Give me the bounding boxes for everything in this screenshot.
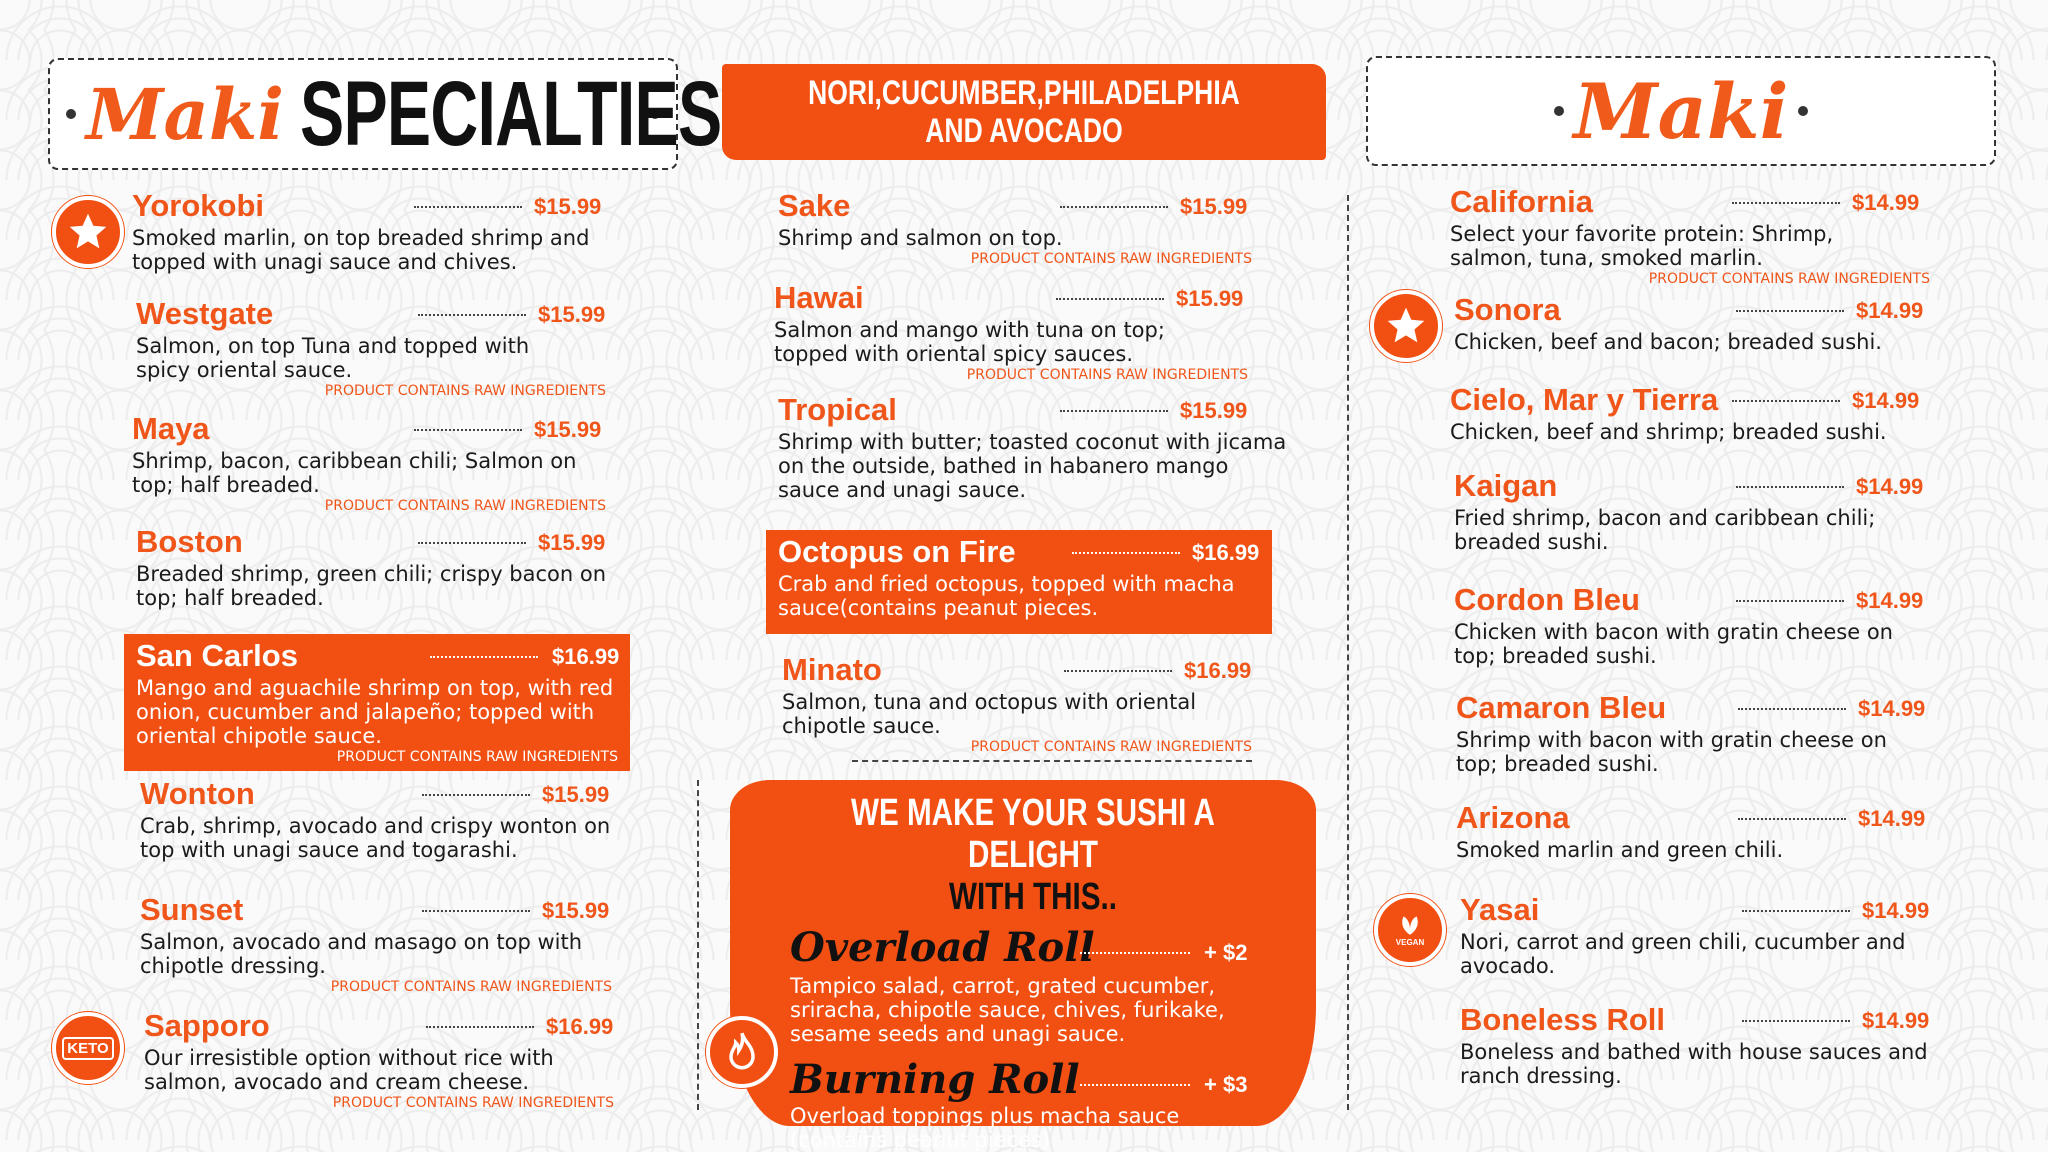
item-desc: Select your favorite protein: Shrimp, salmon, tuna, smoked marlin. (1450, 222, 1834, 270)
item-desc: Chicken, beef and bacon; breaded sushi. (1454, 330, 1882, 354)
item-price: $16.99 (1184, 658, 1252, 683)
dot-leader (1738, 818, 1846, 820)
right-header-script: Maki (1573, 66, 1789, 156)
dot-leader (1060, 410, 1168, 412)
dot-leader (422, 910, 530, 912)
dot-leader (426, 1026, 534, 1028)
item-name: Camaron Bleu (1456, 690, 1667, 725)
menu-item (778, 392, 1288, 502)
menu-item (132, 188, 622, 274)
item-name: Octopus on Fire (778, 534, 1016, 569)
dot-leader (1736, 600, 1844, 602)
item-name: Tropical (778, 392, 897, 427)
raw-ingredients-note: PRODUCT CONTAINS RAW INGREDIENTS (970, 251, 1252, 267)
item-name: Yorokobi (132, 188, 265, 223)
item-desc: Breaded shrimp, green chili; crispy bacon on top; half breaded. (136, 562, 607, 610)
item-price: $15.99 (538, 530, 606, 555)
item-desc: Shrimp and salmon on top. (778, 226, 1063, 250)
menu-item-highlight (124, 634, 630, 771)
item-name: Cielo, Mar y Tierra (1450, 382, 1719, 417)
item-desc: Crab, shrimp, avocado and crispy wonton on top with unagi sauce and togarashi. (140, 814, 611, 862)
dot-leader (418, 542, 526, 544)
dot-leader (1056, 298, 1164, 300)
item-price: $14.99 (1862, 1008, 1930, 1033)
roll-desc: Tampico salad, carrot, grated cucumber, sriracha, chipotle sauce, chives, furikake, sesame seeds and unagi sauce. (790, 974, 1225, 1046)
item-price: $15.99 (534, 417, 602, 442)
center-banner-line2: AND AVOCADO (925, 112, 1123, 150)
add-on-promo-panel (730, 780, 1316, 1152)
item-price: $15.99 (542, 782, 610, 807)
raw-ingredients-note: PRODUCT CONTAINS RAW INGREDIENTS (966, 367, 1248, 383)
menu-item (136, 524, 626, 610)
menu-item-highlight (766, 530, 1272, 634)
dot-leader (418, 314, 526, 316)
item-price: $14.99 (1856, 474, 1924, 499)
item-name: Kaigan (1454, 468, 1558, 503)
dot-leader (1736, 486, 1844, 488)
promo-title-line1: WE MAKE YOUR SUSHI A DELIGHT (851, 792, 1215, 876)
vegan-badge-label: VEGAN (1395, 938, 1425, 947)
menu-item (778, 188, 1252, 267)
flame-icon (706, 1016, 778, 1088)
menu-item (140, 776, 640, 862)
dot-leader (1732, 400, 1840, 402)
dot-leader (1080, 1084, 1190, 1086)
keto-icon (52, 1012, 124, 1084)
raw-ingredients-note: PRODUCT CONTAINS RAW INGREDIENTS (336, 749, 618, 765)
item-name: Sunset (140, 892, 244, 927)
column-divider-right (1347, 195, 1349, 1110)
item-price: $15.99 (1176, 286, 1244, 311)
item-name: Hawai (774, 280, 864, 315)
item-name: Maya (132, 411, 210, 446)
dot-leader (430, 656, 538, 658)
item-desc: Salmon, on top Tuna and topped with spicy oriental sauce. (136, 334, 530, 382)
raw-ingredients-note: PRODUCT CONTAINS RAW INGREDIENTS (332, 1095, 614, 1111)
item-name: Boneless Roll (1460, 1002, 1665, 1037)
item-name: Westgate (136, 296, 274, 331)
item-desc: Shrimp with bacon with gratin cheese on top; breaded sushi. (1456, 728, 1887, 776)
item-desc: Smoked marlin and green chili. (1456, 838, 1784, 862)
item-desc: Smoked marlin, on top breaded shrimp and topped with unagi sauce and chives. (132, 226, 590, 274)
item-desc: Our irresistible option without rice with salmon, avocado and cream cheese. (144, 1046, 554, 1094)
dot-leader (1742, 1020, 1850, 1022)
raw-ingredients-note: PRODUCT CONTAINS RAW INGREDIENTS (330, 979, 612, 995)
roll-name: Burning Roll (790, 1056, 1080, 1103)
dot-leader (1736, 310, 1844, 312)
roll-desc: Overload toppings plus macha sauce (contains peanut pieces) (790, 1104, 1180, 1152)
item-name: Arizona (1456, 800, 1570, 835)
item-price: $14.99 (1852, 388, 1920, 413)
star-icon (52, 196, 124, 268)
item-desc: Nori, carrot and green chili, cucumber and avocado. (1460, 930, 1906, 978)
raw-ingredients-note: PRODUCT CONTAINS RAW INGREDIENTS (1648, 271, 1930, 287)
center-section-divider (852, 760, 1252, 762)
item-name: Minato (782, 652, 882, 687)
item-price: $14.99 (1856, 588, 1924, 613)
item-desc: Fried shrimp, bacon and caribbean chili; breaded sushi. (1454, 506, 1876, 554)
item-price: $15.99 (538, 302, 606, 327)
menu-item (140, 892, 612, 995)
roll-price: + $3 (1204, 1072, 1248, 1097)
item-desc: Chicken, beef and shrimp; breaded sushi. (1450, 420, 1887, 444)
item-price: $16.99 (1192, 540, 1260, 565)
menu-item (1460, 1002, 1950, 1088)
menu-item (144, 1008, 614, 1111)
menu-item (1454, 468, 1924, 554)
roll-name: Overload Roll (790, 924, 1095, 971)
item-price: $15.99 (542, 898, 610, 923)
dot-ornament (66, 109, 76, 119)
item-desc: Boneless and bathed with house sauces and ranch dressing. (1460, 1040, 1928, 1088)
item-name: Sake (778, 188, 851, 223)
vegan-icon (1374, 894, 1446, 966)
item-price: $14.99 (1858, 806, 1926, 831)
dot-leader (1060, 206, 1168, 208)
raw-ingredients-note: PRODUCT CONTAINS RAW INGREDIENTS (324, 383, 606, 399)
dot-leader (1742, 910, 1850, 912)
left-header-script: Maki (86, 72, 284, 156)
menu-item (1456, 800, 1926, 862)
dot-ornament (1798, 106, 1808, 116)
keto-badge-label: KETO (62, 1037, 113, 1060)
dot-leader (1738, 708, 1846, 710)
dot-leader (1732, 202, 1840, 204)
item-price: $14.99 (1862, 898, 1930, 923)
item-name: California (1450, 184, 1593, 219)
item-price: $14.99 (1858, 696, 1926, 721)
item-price: $14.99 (1856, 298, 1924, 323)
column-divider-left (697, 780, 699, 1110)
center-banner-line1: NORI,CUCUMBER,PHILADELPHIA (808, 74, 1240, 112)
right-header (1366, 56, 1996, 166)
item-price: $15.99 (1180, 194, 1248, 219)
center-banner (722, 64, 1326, 160)
item-name: Yasai (1460, 892, 1540, 927)
item-price: $14.99 (1852, 190, 1920, 215)
item-desc: Shrimp with butter; toasted coconut with jicama on the outside, bathed in habanero mango sauce and unagi sauce. (778, 430, 1287, 502)
add-on-burning-roll (790, 1056, 1276, 1104)
menu-item (1460, 892, 1940, 978)
raw-ingredients-note: PRODUCT CONTAINS RAW INGREDIENTS (324, 498, 606, 514)
dot-leader (414, 206, 522, 208)
menu-item (1450, 382, 1950, 444)
item-price: $16.99 (552, 644, 620, 669)
item-name: Sonora (1454, 292, 1561, 327)
left-header (48, 58, 722, 170)
add-on-overload-roll (790, 924, 1276, 974)
item-price: $15.99 (534, 194, 602, 219)
item-name: Wonton (140, 776, 255, 811)
item-desc: Chicken with bacon with gratin cheese on top; breaded sushi. (1454, 620, 1893, 668)
left-header-title: SPECIALTIES (299, 62, 722, 165)
item-desc: Salmon, avocado and masago on top with chipotle dressing. (140, 930, 583, 978)
item-name: Boston (136, 524, 243, 559)
item-desc: Shrimp, bacon, caribbean chili; Salmon on top; half breaded. (132, 449, 577, 497)
star-icon (1370, 290, 1442, 362)
menu-item (1454, 292, 1944, 354)
item-desc: Mango and aguachile shrimp on top, with red onion, cucumber and jalapeño; topped with oriental chipotle sauce. (136, 676, 614, 748)
dot-leader (422, 794, 530, 796)
item-name: San Carlos (136, 638, 298, 673)
item-price: $15.99 (1180, 398, 1248, 423)
item-name: Cordon Bleu (1454, 582, 1640, 617)
menu-item (774, 280, 1248, 383)
item-desc: Crab and fried octopus, topped with macha sauce(contains peanut pieces. (778, 572, 1235, 620)
roll-price: + $2 (1204, 940, 1248, 965)
raw-ingredients-note: PRODUCT CONTAINS RAW INGREDIENTS (970, 739, 1252, 755)
dot-leader (414, 429, 522, 431)
dot-leader (1080, 952, 1190, 954)
menu-item (132, 411, 606, 514)
dot-leader (1064, 670, 1172, 672)
menu-item (1450, 184, 1930, 287)
item-desc: Salmon and mango with tuna on top; topped with oriental spicy sauces. (774, 318, 1165, 366)
item-price: $16.99 (546, 1014, 614, 1039)
item-desc: Salmon, tuna and octopus with oriental chipotle sauce. (782, 690, 1197, 738)
menu-item (1454, 582, 1924, 668)
dot-ornament (1554, 106, 1564, 116)
dot-leader (1072, 552, 1180, 554)
menu-item (782, 652, 1252, 755)
promo-title-line2: WITH THIS.. (949, 876, 1117, 918)
menu-item (1456, 690, 1926, 776)
item-name: Sapporo (144, 1008, 270, 1043)
menu-item (136, 296, 606, 399)
